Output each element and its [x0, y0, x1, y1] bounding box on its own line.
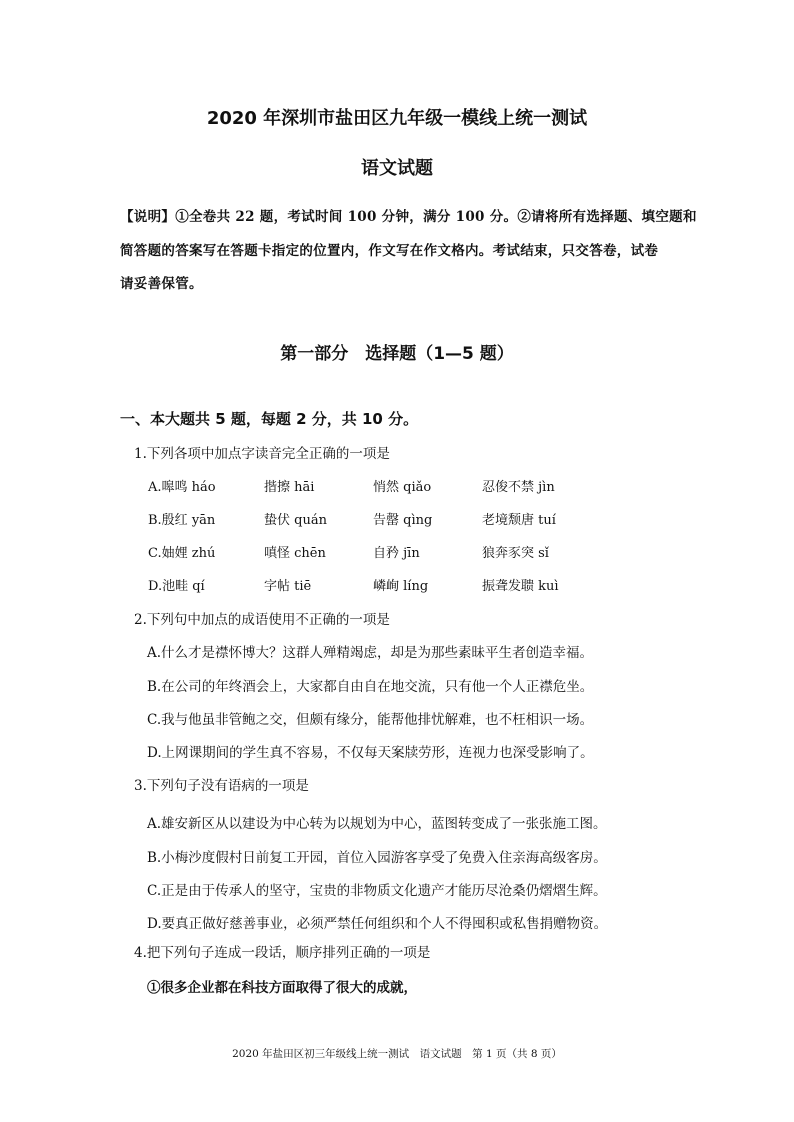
q1-option-c-word-2: 嗔怪 chēn — [264, 546, 326, 561]
instructions-line-2: 简答题的答案写在答题卡指定的位置内，作文写在作文格内。考试结束，只交答卷，试卷 — [120, 243, 659, 259]
q1-option-a-word-2: 揩擦 hāi — [264, 480, 315, 495]
q1-option-c-word-3: 自矜 jīn — [373, 546, 420, 561]
q3-option-b: B.小梅沙度假村日前复工开园，首位入园游客享受了免费入住亲海高级客房。 — [147, 850, 607, 866]
section-heading: 一、本大题共 5 题，每题 2 分，共 10 分。 — [120, 410, 419, 428]
part-heading: 第一部分 选择题（1—5 题） — [280, 344, 514, 364]
q1-option-a-word-3: 悄然 qiǎo — [373, 480, 432, 495]
question-4-stem: 4.把下列句子连成一段话，顺序排列正确的一项是 — [134, 945, 431, 961]
q2-option-c: C.我与他虽非管鲍之交，但颇有缘分，能帮他排忧解难，也不枉相识一场。 — [147, 712, 594, 728]
q1-option-b-word-4: 老境颓唐 tuí — [482, 513, 556, 528]
q1-option-b-word-2: 蛰伏 quán — [264, 513, 327, 528]
q1-option-d-word-3: 嶙峋 líng — [373, 579, 429, 594]
q1-option-b-word-3: 告罄 qìng — [373, 513, 433, 528]
q1-option-a-word-1: A.嗥鸣 háo — [148, 480, 216, 495]
q1-option-c-word-1: C.妯娌 zhú — [148, 546, 216, 561]
q1-option-d-word-2: 字帖 tiē — [264, 579, 312, 594]
instructions-line-1: 【说明】①全卷共 22 题，考试时间 100 分钟，满分 100 分。②请将所有选择题、填空题和 — [120, 209, 697, 225]
q1-option-c-word-4: 狼奔豕突 sǐ — [482, 546, 549, 561]
instructions-line-3: 请妥善保管。 — [120, 276, 203, 292]
q3-option-c: C.正是由于传承人的坚守，宝贵的非物质文化遗产才能历尽沧桑仍熠熠生辉。 — [147, 883, 607, 899]
page-subtitle: 语文试题 — [361, 158, 433, 179]
q1-option-d-word-1: D.池畦 qí — [148, 579, 205, 594]
q2-option-d: D.上网课期间的学生真不容易，不仅每天案牍劳形，连视力也深受影响了。 — [147, 745, 594, 761]
page-footer: 2020 年盐田区初三年级线上统一测试 语文试题 第 1 页（共 8 页） — [232, 1048, 562, 1060]
q3-option-d: D.要真正做好慈善事业，必须严禁任何组织和个人不得囤积或私售捐赠物资。 — [147, 916, 608, 932]
q2-option-b: B.在公司的年终酒会上，大家都自由自在地交流，只有他一个人正襟危坐。 — [147, 679, 594, 695]
page-title: 2020 年深圳市盐田区九年级一模线上统一测试 — [206, 108, 588, 129]
question-2-stem: 2.下列句中加点的成语使用不正确的一项是 — [134, 612, 390, 628]
q1-option-d-word-4: 振聋发聩 kuì — [482, 579, 559, 594]
q1-option-a-word-4: 忍俊不禁 jìn — [482, 480, 555, 495]
question-1-stem: 1.下列各项中加点字读音完全正确的一项是 — [134, 446, 390, 462]
q2-option-a: A.什么才是襟怀博大？这群人殚精竭虑，却是为那些素昧平生者创造幸福。 — [147, 645, 594, 661]
q1-option-b-word-1: B.殷红 yān — [148, 513, 216, 528]
question-3-stem: 3.下列句子没有语病的一项是 — [134, 778, 309, 794]
q3-option-a: A.雄安新区从以建设为中心转为以规划为中心，蓝图转变成了一张张施工图。 — [147, 816, 607, 832]
q4-sentence-1: ①很多企业都在科技方面取得了很大的成就， — [147, 980, 417, 996]
